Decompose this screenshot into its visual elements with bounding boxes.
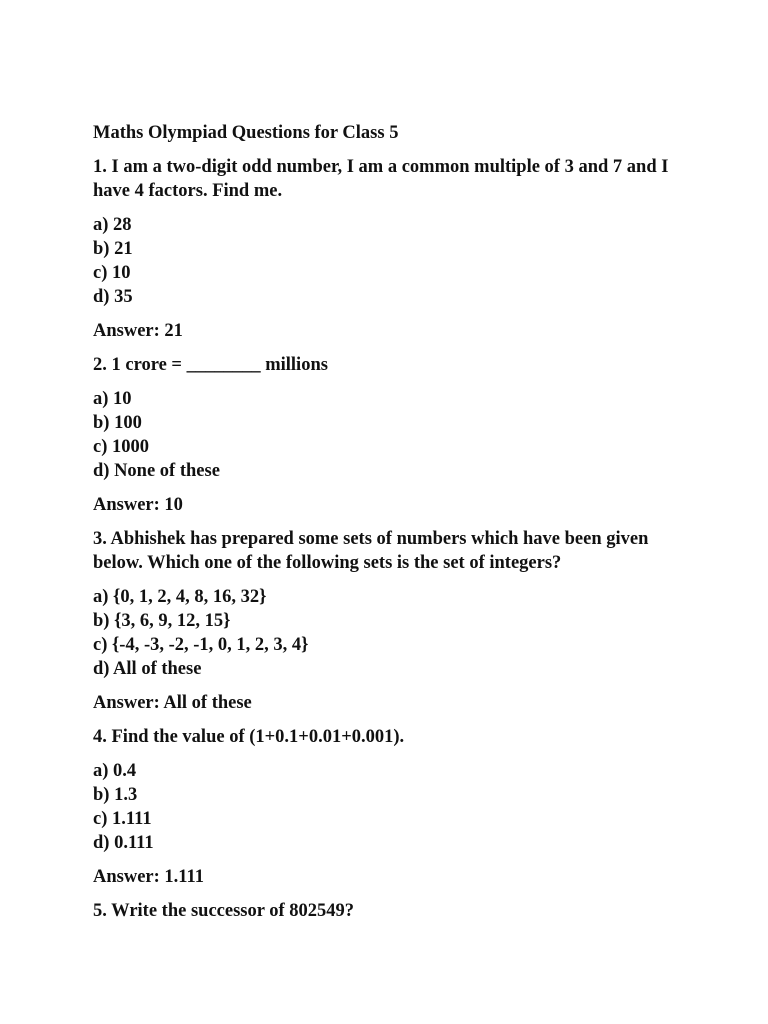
option-b: b) 21 — [93, 239, 133, 259]
question-3-answer: Answer: All of these — [93, 693, 252, 713]
document-page — [93, 121, 683, 933]
option-d: d) 35 — [93, 287, 133, 307]
question-5-text: 5. Write the successor of 802549? — [93, 901, 355, 921]
question-3-options — [93, 585, 683, 681]
question-1-options — [93, 213, 683, 309]
document-title: Maths Olympiad Questions for Class 5 — [93, 123, 399, 143]
option-c: c) 1000 — [93, 437, 149, 457]
option-d: d) None of these — [93, 461, 220, 481]
question-2-text: 2. 1 crore = ________ millions — [93, 355, 328, 375]
question-4-options — [93, 759, 683, 855]
question-1-text: 1. I am a two-digit odd number, I am a common multiple of 3 and 7 and I have 4 factors. Find me. — [93, 157, 669, 201]
option-c: c) 10 — [93, 263, 131, 283]
question-4-answer: Answer: 1.111 — [93, 867, 204, 887]
question-2-options — [93, 387, 683, 483]
option-b: b) 1.3 — [93, 785, 138, 805]
option-a: a) {0, 1, 2, 4, 8, 16, 32} — [93, 587, 267, 607]
option-a: a) 0.4 — [93, 761, 137, 781]
option-a: a) 10 — [93, 389, 132, 409]
question-4-text: 4. Find the value of (1+0.1+0.01+0.001). — [93, 727, 405, 747]
option-c: c) {-4, -3, -2, -1, 0, 1, 2, 3, 4} — [93, 635, 309, 655]
question-3-text: 3. Abhishek has prepared some sets of numbers which have been given below. Which one of the following sets is the set of integers? — [93, 529, 649, 573]
option-d: d) 0.111 — [93, 833, 154, 853]
option-b: b) 100 — [93, 413, 142, 433]
option-a: a) 28 — [93, 215, 132, 235]
question-1-answer: Answer: 21 — [93, 321, 183, 341]
option-d: d) All of these — [93, 659, 202, 679]
option-c: c) 1.111 — [93, 809, 152, 829]
option-b: b) {3, 6, 9, 12, 15} — [93, 611, 231, 631]
question-2-answer: Answer: 10 — [93, 495, 183, 515]
